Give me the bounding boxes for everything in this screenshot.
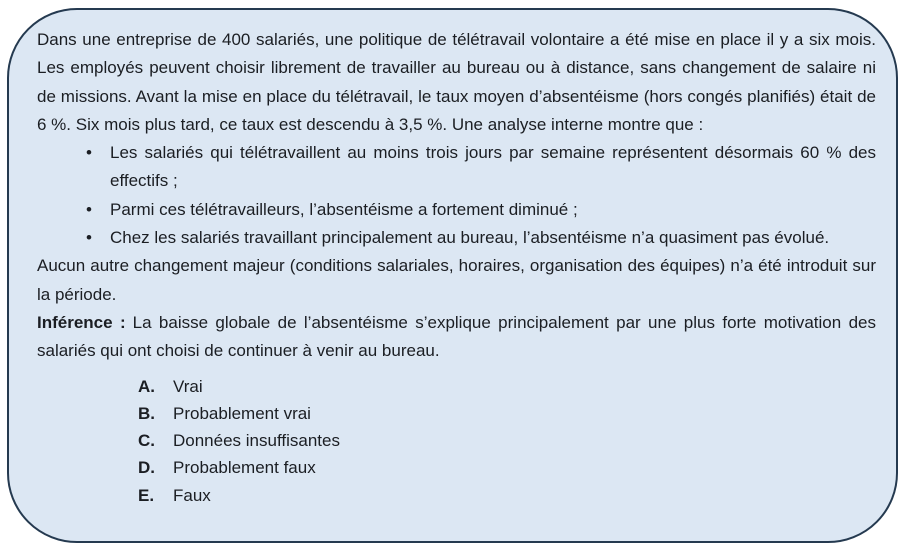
question-content (9, 10, 896, 509)
list-item: • Parmi ces télétravailleurs, l’absentéisme a fortement diminué ; (37, 196, 876, 224)
option-a-label: Vrai (173, 376, 203, 396)
option-c (138, 427, 876, 454)
inference-text: La baisse globale de l’absentéisme s’explique principalement par une plus forte motivation des salariés qui ont choisi de continuer à venir au bureau. (37, 312, 876, 361)
option-b (138, 400, 876, 427)
option-e (138, 482, 876, 509)
option-b-letter: B. (138, 403, 155, 423)
option-a-letter: A. (138, 376, 155, 396)
option-a (138, 373, 876, 400)
inference-label: Inférence : (37, 312, 126, 332)
option-d-letter: D. (138, 458, 155, 478)
inference-paragraph (37, 309, 876, 366)
option-e-letter: E. (138, 485, 155, 505)
scenario-paragraph: Dans une entreprise de 400 salariés, une politique de télétravail volontaire a été mise en place il y a six mois. Les employés peuvent choisir librement de travailler au bureau ou à distance, sans changement de salaire ni de missions. Avant la mise en place du télétravail, le taux moyen d’absentéisme (hors congés planifiés) était de 6 %. Six mois plus tard, ce taux est descendu à 3,5 %. Une analyse interne montre que : (37, 30, 876, 134)
option-b-label: Probablement vrai (173, 403, 311, 423)
list-item: • Chez les salariés travaillant principalement au bureau, l’absentéisme n’a quasiment pas évolué. (37, 224, 876, 252)
context-paragraph: Aucun autre changement majeur (conditions salariales, horaires, organisation des équipes) n’a été introduit sur la période. (37, 256, 876, 304)
option-c-label: Données insuffisantes (173, 431, 340, 451)
option-c-letter: C. (138, 431, 155, 451)
options-list (138, 373, 876, 509)
option-d (138, 454, 876, 481)
list-item: • Les salariés qui télétravaillent au moins trois jours par semaine représentent désormais 60 % des effectifs ; (37, 139, 876, 196)
question-card (7, 8, 898, 543)
option-d-label: Probablement faux (173, 458, 316, 478)
findings-list (37, 139, 876, 252)
option-e-label: Faux (173, 485, 211, 505)
